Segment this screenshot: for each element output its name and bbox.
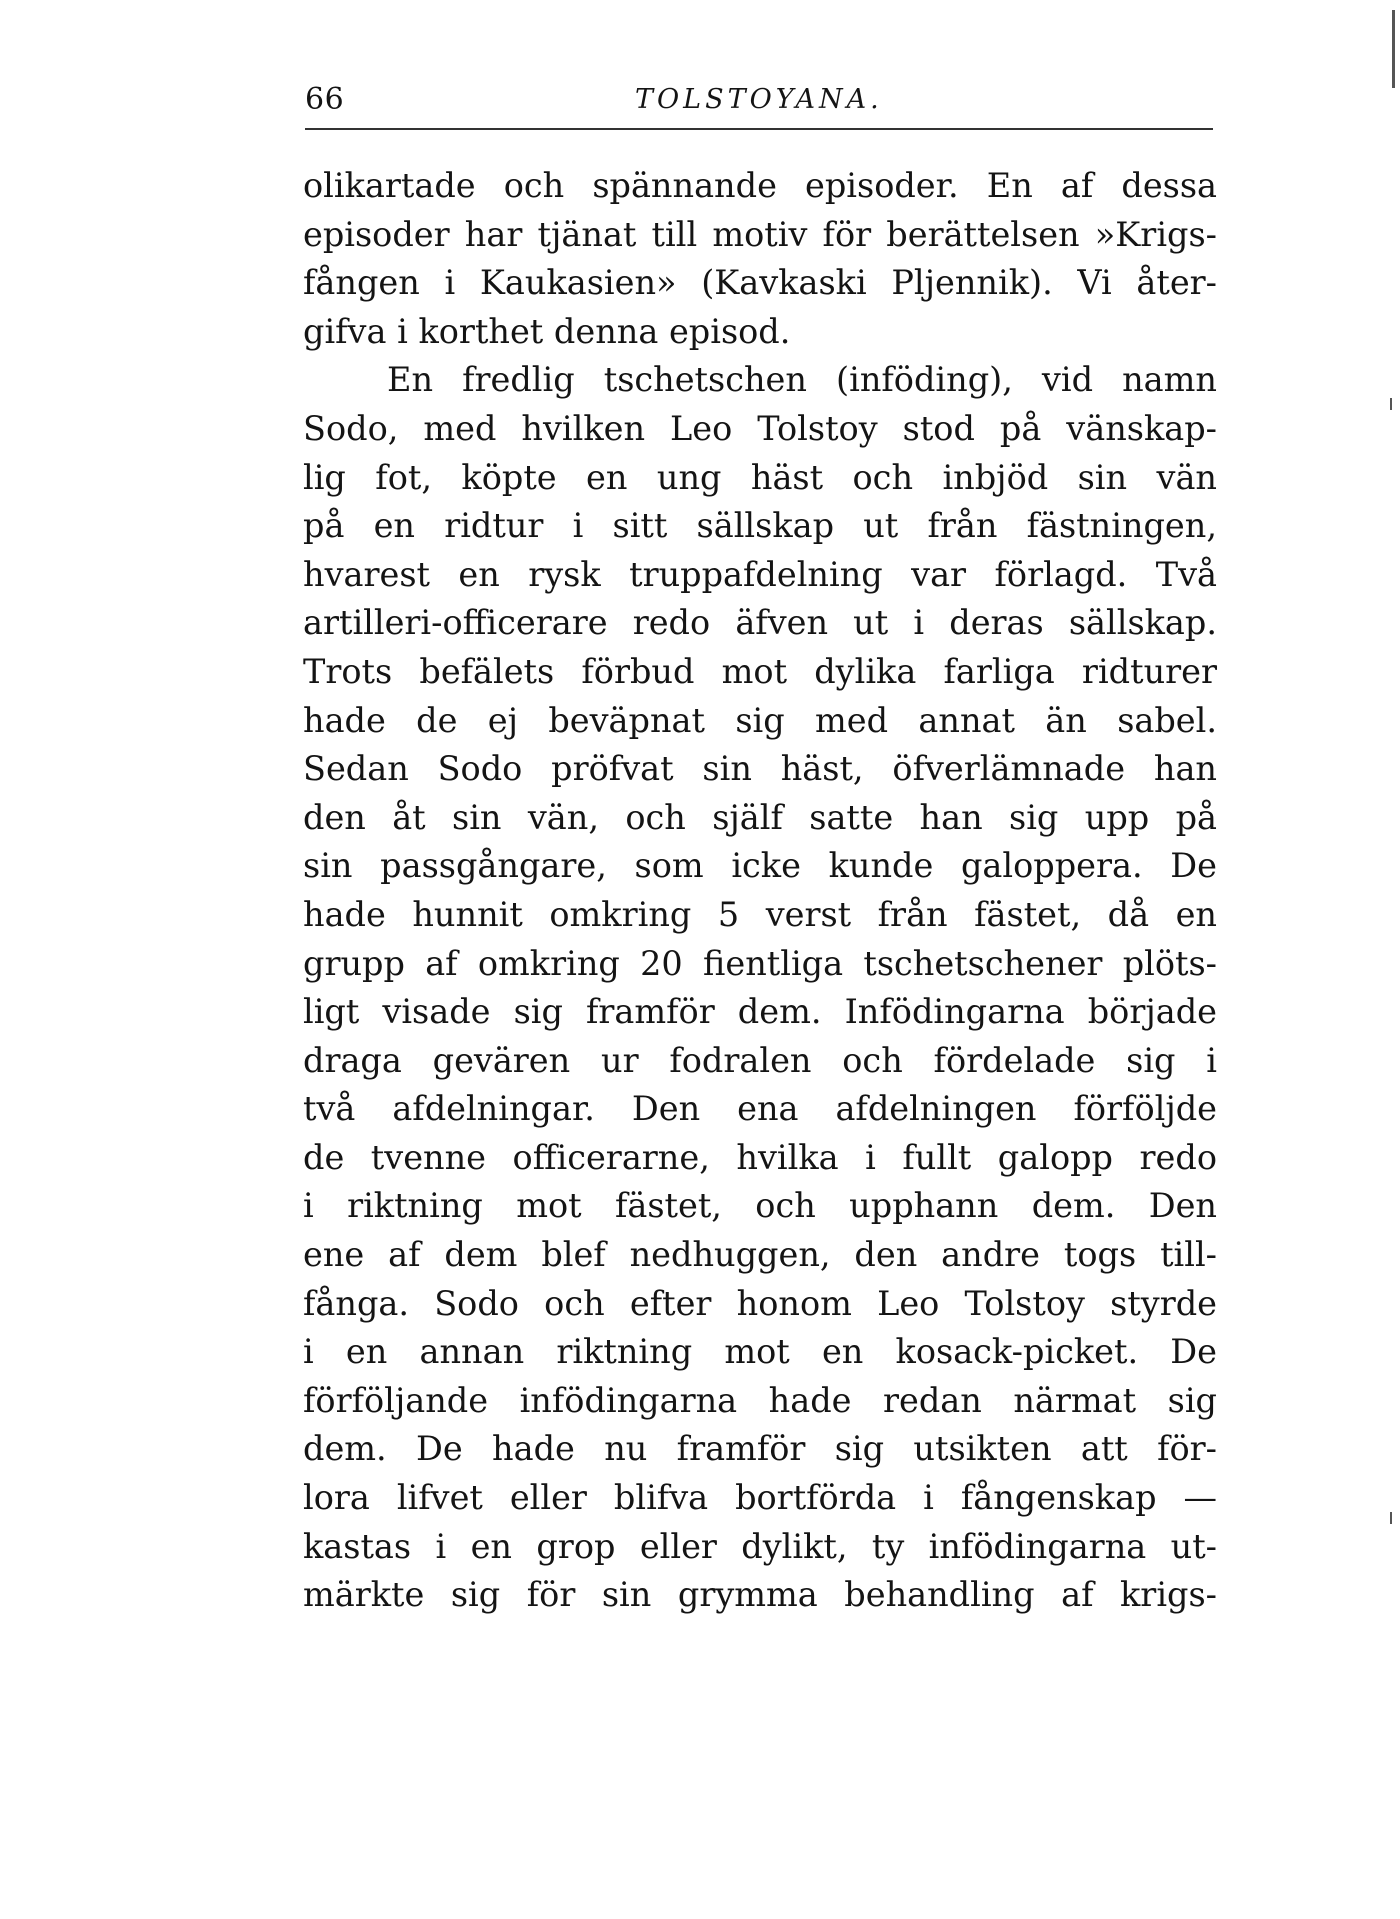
text-line: två afdelningar. Den ena afdelningen förföljde	[303, 1089, 1217, 1129]
text-line: artilleri-officerare redo äfven ut i deras sällskap.	[303, 603, 1217, 643]
text-line: gifva i korthet denna episod.	[303, 311, 791, 351]
text-line: fången i Kaukasien» (Kavkaski Pljennik). Vi åter-	[303, 263, 1217, 303]
text-line: grupp af omkring 20 fientliga tschetschener plöts-	[303, 943, 1217, 983]
page-number: 66	[305, 82, 345, 117]
text-line: draga gevären ur fodralen och fördelade sig i	[303, 1040, 1217, 1080]
text-line: lora lifvet eller blifva bortförda i fångenskap —	[303, 1478, 1217, 1518]
text-line: i en annan riktning mot en kosack-picket. De	[303, 1332, 1217, 1372]
scan-edge-mark	[1390, 398, 1392, 410]
running-title: TOLSTOYANA.	[635, 84, 883, 115]
scan-edge-mark	[1390, 1512, 1392, 1524]
text-line: ligt visade sig framför dem. Infödingarna började	[303, 992, 1217, 1032]
text-line: hade hunnit omkring 5 verst från fästet, då en	[303, 894, 1217, 934]
text-line: märkte sig för sin grymma behandling af krigs-	[303, 1575, 1217, 1615]
text-line: episoder har tjänat till motiv för berättelsen »Krigs-	[303, 214, 1217, 254]
text-line: förföljande infödingarna hade redan närmat sig	[303, 1380, 1217, 1420]
text-line: kastas i en grop eller dylikt, ty infödingarna ut-	[303, 1526, 1217, 1566]
text-line: olikartade och spännande episoder. En af dessa	[303, 166, 1217, 205]
text-line: i riktning mot fästet, och upphann dem. Den	[303, 1186, 1217, 1226]
running-head	[305, 82, 1213, 122]
scan-edge-mark	[1392, 10, 1395, 88]
paragraph-start-line: En fredlig tschetschen (inföding), vid namn	[387, 360, 1217, 400]
text-line: den åt sin vän, och själf satte han sig upp på	[303, 797, 1217, 837]
text-line: fånga. Sodo och efter honom Leo Tolstoy styrde	[303, 1283, 1217, 1323]
text-line: sin passgångare, som icke kunde galoppera. De	[303, 846, 1217, 886]
text-line: ene af dem blef nedhuggen, den andre togs till-	[303, 1235, 1217, 1275]
text-line: Sodo, med hvilken Leo Tolstoy stod på vänskap-	[303, 408, 1217, 448]
text-line: hade de ej beväpnat sig med annat än sabel.	[303, 700, 1217, 740]
text-line: de tvenne officerarne, hvilka i fullt galopp redo	[303, 1137, 1217, 1177]
text-line: på en ridtur i sitt sällskap ut från fästningen,	[303, 506, 1217, 546]
text-line: Trots befälets förbud mot dylika farliga ridturer	[303, 651, 1217, 691]
body-text	[303, 162, 1217, 1620]
text-line: dem. De hade nu framför sig utsikten att för-	[303, 1429, 1217, 1469]
header-rule	[305, 128, 1213, 130]
text-line: Sedan Sodo pröfvat sin häst, öfverlämnade han	[303, 749, 1217, 789]
text-line: hvarest en rysk truppafdelning var förlagd. Två	[303, 554, 1217, 594]
text-line: lig fot, köpte en ung häst och inbjöd sin vän	[303, 457, 1217, 497]
